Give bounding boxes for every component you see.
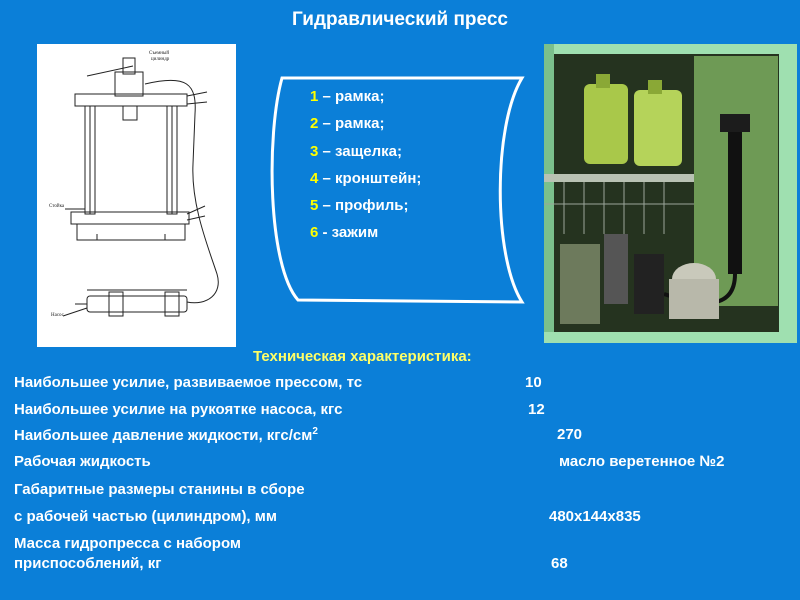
drawing-label-pump: Насос bbox=[51, 313, 64, 318]
legend-item: 4 – кронштейн; bbox=[310, 169, 422, 187]
spec-value: 12 bbox=[528, 401, 545, 418]
spec-row: с рабочей частью (цилиндром), мм 480x144x835 bbox=[14, 508, 641, 525]
drawing-label-upright: Стойка bbox=[49, 204, 65, 209]
legend-item: 5 – профиль; bbox=[310, 197, 409, 215]
spec-value: 270 bbox=[557, 426, 583, 443]
parts-legend bbox=[310, 88, 421, 252]
drawing-label-top: Съемный цилиндр bbox=[149, 51, 170, 62]
legend-item: 3 – защелка; bbox=[310, 142, 402, 160]
spec-row: Масса гидропресса с набором bbox=[14, 535, 242, 552]
legend-item: 2 – рамка; bbox=[310, 115, 385, 133]
equipment-photo bbox=[544, 44, 797, 343]
spec-row: Наибольшее усилие на рукоятке насоса, кгс 12 bbox=[14, 401, 545, 418]
spec-value: 68 bbox=[551, 555, 568, 572]
press-drawing bbox=[37, 44, 236, 347]
spec-value: 480x144x835 bbox=[549, 508, 641, 525]
legend-item: 1 – рамка; bbox=[310, 88, 385, 105]
slide-title: Гидравлический пресс bbox=[292, 9, 508, 30]
spec-row: приспособлений, кг 68 bbox=[14, 555, 568, 572]
spec-row: Наибольшее давление жидкости, кгс/$см^2$ 270 bbox=[14, 426, 583, 444]
spec-value: масло веретенное №2 bbox=[559, 453, 725, 470]
spec-value: 10 bbox=[525, 374, 542, 391]
legend-item: 6 - зажим bbox=[310, 224, 379, 242]
equipment-photo-svg bbox=[544, 44, 797, 343]
spec-row: Наибольшее усилие, развиваемое прессом, тс 10 bbox=[14, 374, 542, 391]
spec-row: Рабочая жидкость масло веретенное №2 bbox=[14, 453, 725, 470]
press-drawing-svg bbox=[37, 44, 236, 347]
spec-heading: Техническая характеристика: bbox=[253, 348, 472, 365]
spec-row: Габаритные размеры станины в сборе bbox=[14, 481, 305, 498]
